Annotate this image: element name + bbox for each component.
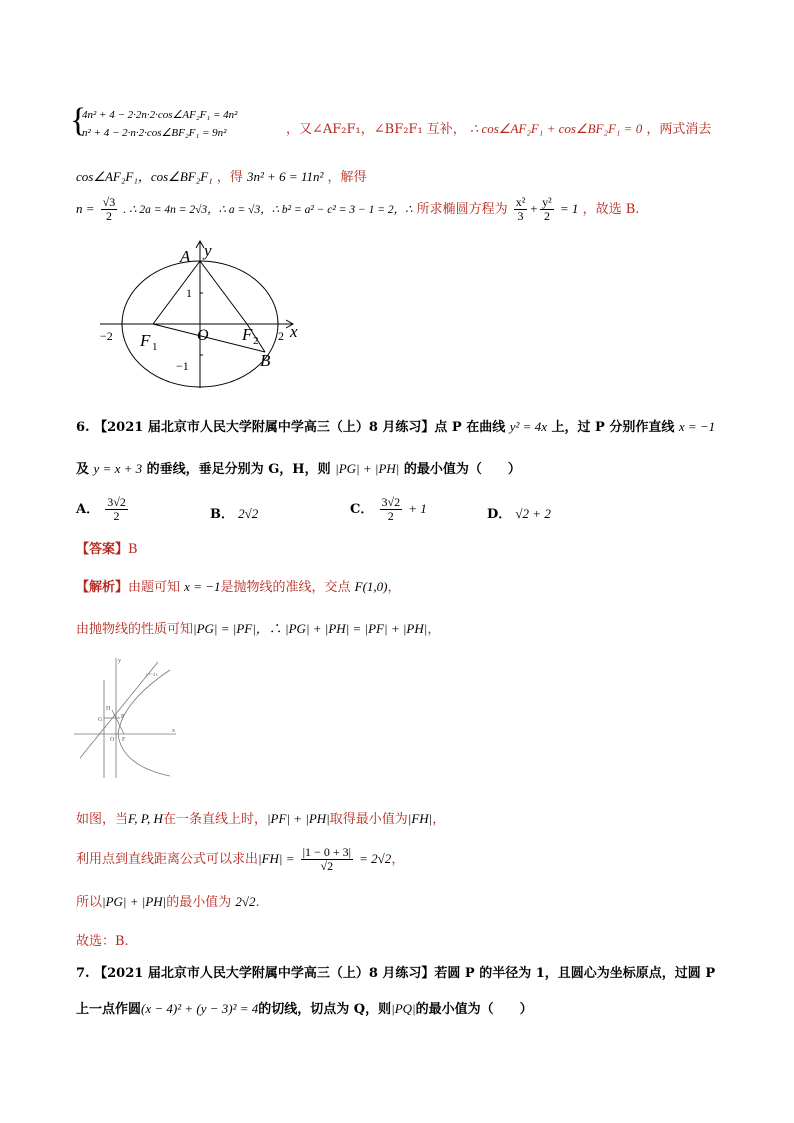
q6-answer	[76, 538, 138, 557]
denominator: √2	[320, 859, 334, 873]
label-F: F	[122, 737, 126, 743]
math: |FH| =	[258, 851, 295, 866]
tick-label-x-pos2: 2	[278, 329, 284, 343]
answer-label: 【答案】	[76, 542, 129, 557]
math: |FH|	[407, 811, 433, 826]
label-A: A	[180, 247, 191, 266]
q7-source: 【2021 届北京市人民大学附属中学高三（上）8 月练习】	[94, 966, 435, 981]
q6-analysis-2	[76, 618, 440, 637]
fraction	[540, 196, 554, 223]
math: . ∴ 2a = 4n = 2√3，∴ a = √3，∴ b² = a² − c² = 3 − 1 = 2，∴	[123, 204, 413, 216]
q7-text: 若圆 P 的半径为 1，且圆心为坐标原点，过圆 P	[434, 966, 716, 981]
denominator: 2	[543, 209, 550, 223]
system-eq-1: 4n² + 4 − 2·2n·2·cos∠AF₂F₁ = 4n²	[82, 109, 238, 121]
q6-analysis-4	[76, 846, 404, 873]
q6-analysis-5	[76, 891, 260, 910]
math: ∴ cos∠AF₂F₁ + cos∠BF₂F₁ = 0	[469, 121, 643, 136]
text: 由抛物线的性质可知	[76, 622, 194, 637]
q6-curve: y² = 4x	[509, 419, 547, 434]
text: 所以	[76, 895, 103, 910]
text: 互补，	[426, 122, 466, 137]
fraction	[101, 196, 118, 223]
q6-line-2	[76, 458, 521, 477]
option-label: C．	[350, 502, 374, 517]
label-F2-sub: 2	[253, 335, 259, 347]
text: 在一条直线上时，	[162, 812, 267, 827]
segment-AF1	[153, 261, 200, 324]
option-label: B．	[210, 507, 234, 522]
text: ，得	[216, 170, 243, 185]
text: ，故选 B.	[582, 202, 640, 217]
numerator: √3	[102, 195, 116, 209]
math: 3n² + 6 = 11n²	[247, 169, 324, 184]
label-G: G	[98, 717, 103, 723]
text: ，	[432, 812, 446, 827]
label-x: x	[290, 322, 298, 341]
denominator: 2	[113, 509, 120, 523]
q6-line1: x = −1	[678, 419, 716, 434]
numerator: y²	[542, 195, 552, 209]
line-2	[76, 166, 367, 185]
q7-line-1	[76, 962, 715, 981]
line-3: n = $\frac{√3}{2}$ . ∴ 2a = 4n = 2√3，∴ a = √3，∴ b² = a² − c² = 3 − 1 = 2，∴ 所求椭圆方程为 $\frac{\text{x²}}{3}$ + $\frac{\text{y²}}{2}$ = 1 ，故选 B.	[76, 195, 640, 223]
text: ，解得	[327, 170, 367, 185]
q6-option-c	[350, 496, 427, 523]
label-curve: y²=4x	[146, 673, 158, 678]
line-1-tail	[286, 118, 711, 137]
math: |PF| + |PH|	[266, 811, 330, 826]
q6-expr: |PG| + |PH|	[335, 461, 400, 476]
text: 由题可知	[128, 580, 181, 595]
fraction	[105, 496, 128, 523]
option-value: √2 + 2	[515, 506, 551, 521]
q7-text: 的切线，切点为 Q，则	[258, 1002, 392, 1017]
numerator: 3√2	[107, 495, 126, 509]
q7-expr: |PQ|	[391, 1001, 416, 1016]
fraction	[514, 196, 528, 223]
segment-AF2	[200, 261, 247, 324]
math: |PG| + |PH|	[102, 894, 167, 909]
label-O: O	[110, 737, 115, 743]
option-label: D．	[487, 507, 512, 522]
math: 2√2	[235, 894, 256, 909]
analysis-label: 【解析】	[76, 580, 129, 595]
option-value: 2√2	[238, 506, 259, 521]
q7-text: 的最小值为（ ）	[415, 1002, 533, 1017]
q6-text: 的最小值为（ ）	[403, 462, 521, 477]
tick-label-x-neg2: −2	[100, 329, 113, 343]
parabola-figure	[70, 652, 182, 782]
label-y: y	[118, 658, 121, 664]
answer-value: B	[128, 542, 138, 557]
text: 利用点到直线距离公式可以求出	[76, 852, 259, 867]
option-label: A．	[76, 502, 100, 517]
denominator: 3	[517, 209, 524, 223]
q6-source: 【2021 届北京市人民大学附属中学高三（上）8 月练习】	[94, 420, 435, 435]
option-tail: + 1	[408, 501, 427, 516]
label-H: H	[106, 706, 111, 712]
q7-text: 上一点作圆	[76, 1002, 142, 1017]
math: x = −1	[184, 579, 221, 594]
text: ，又∠AF₂F₁，∠BF₂F₁	[286, 122, 423, 137]
q6-text: 及	[76, 462, 90, 477]
label-O: O	[197, 327, 209, 344]
q6-text: 点 P 在曲线	[434, 420, 506, 435]
math: cos∠AF₂F₁，cos∠BF₂F₁	[76, 169, 213, 184]
q6-line-1	[76, 416, 715, 435]
label-x: x	[172, 728, 175, 734]
fraction	[301, 846, 353, 873]
q6-option-d	[487, 503, 551, 522]
q7-line-2	[76, 998, 533, 1017]
text: ，	[387, 580, 401, 595]
numerator: |1 − 0 + 3|	[302, 845, 351, 859]
tick-label-y-neg1: −1	[176, 359, 189, 373]
text: 取得最小值为	[329, 812, 408, 827]
parabola-curve	[118, 670, 170, 776]
q6-number: 6.	[76, 420, 90, 435]
label-P: P	[121, 714, 125, 720]
fraction	[380, 496, 403, 523]
label-B: B	[260, 351, 271, 370]
math: F, P, H	[128, 811, 163, 826]
system-brace: {	[70, 102, 87, 139]
label-F1-sub: 1	[152, 341, 158, 353]
label-F2: F	[242, 325, 253, 344]
text: 如图，当	[76, 812, 129, 827]
q7-circle: (x − 4)² + (y − 3)² = 4	[141, 1001, 259, 1016]
q6-option-b	[210, 503, 258, 522]
q6-analysis-3	[76, 808, 445, 827]
q6-line2: y = x + 3	[93, 461, 143, 476]
denominator: 2	[105, 209, 112, 223]
text: ，两式消去	[646, 122, 712, 137]
text: 所求椭圆方程为	[416, 202, 508, 217]
q6-analysis-1	[76, 576, 401, 595]
q6-text: 上，过 P 分别作直线	[551, 420, 675, 435]
math: = 2√2	[359, 851, 392, 866]
numerator: x²	[515, 195, 526, 209]
label-y: y	[204, 241, 212, 260]
label-F1: F	[140, 331, 151, 350]
ellipse-figure	[96, 236, 306, 396]
system-eq-2: n² + 4 − 2·n·2·cos∠BF₂F₁ = 9n²	[82, 127, 227, 139]
q6-option-a	[76, 496, 130, 523]
denominator: 2	[387, 509, 394, 523]
math: = 1	[559, 201, 579, 216]
math: |PG| = |PF|，∴ |PG| + |PH| = |PF| + |PH|	[193, 621, 428, 636]
text: ，	[391, 852, 405, 867]
math: F(1,0)	[354, 579, 388, 594]
numerator: 3√2	[381, 495, 401, 509]
q7-number: 7.	[76, 966, 90, 981]
q6-conclusion: 故选：B.	[76, 934, 129, 949]
text: 是抛物线的准线，交点	[220, 580, 351, 595]
text: .	[255, 895, 260, 910]
q6-text: 的垂线，垂足分别为 G，H，则	[146, 462, 331, 477]
text: ，	[427, 622, 441, 637]
tick-label-y-pos1: 1	[186, 286, 192, 300]
math: n =	[76, 201, 95, 216]
text: 的最小值为	[166, 895, 232, 910]
